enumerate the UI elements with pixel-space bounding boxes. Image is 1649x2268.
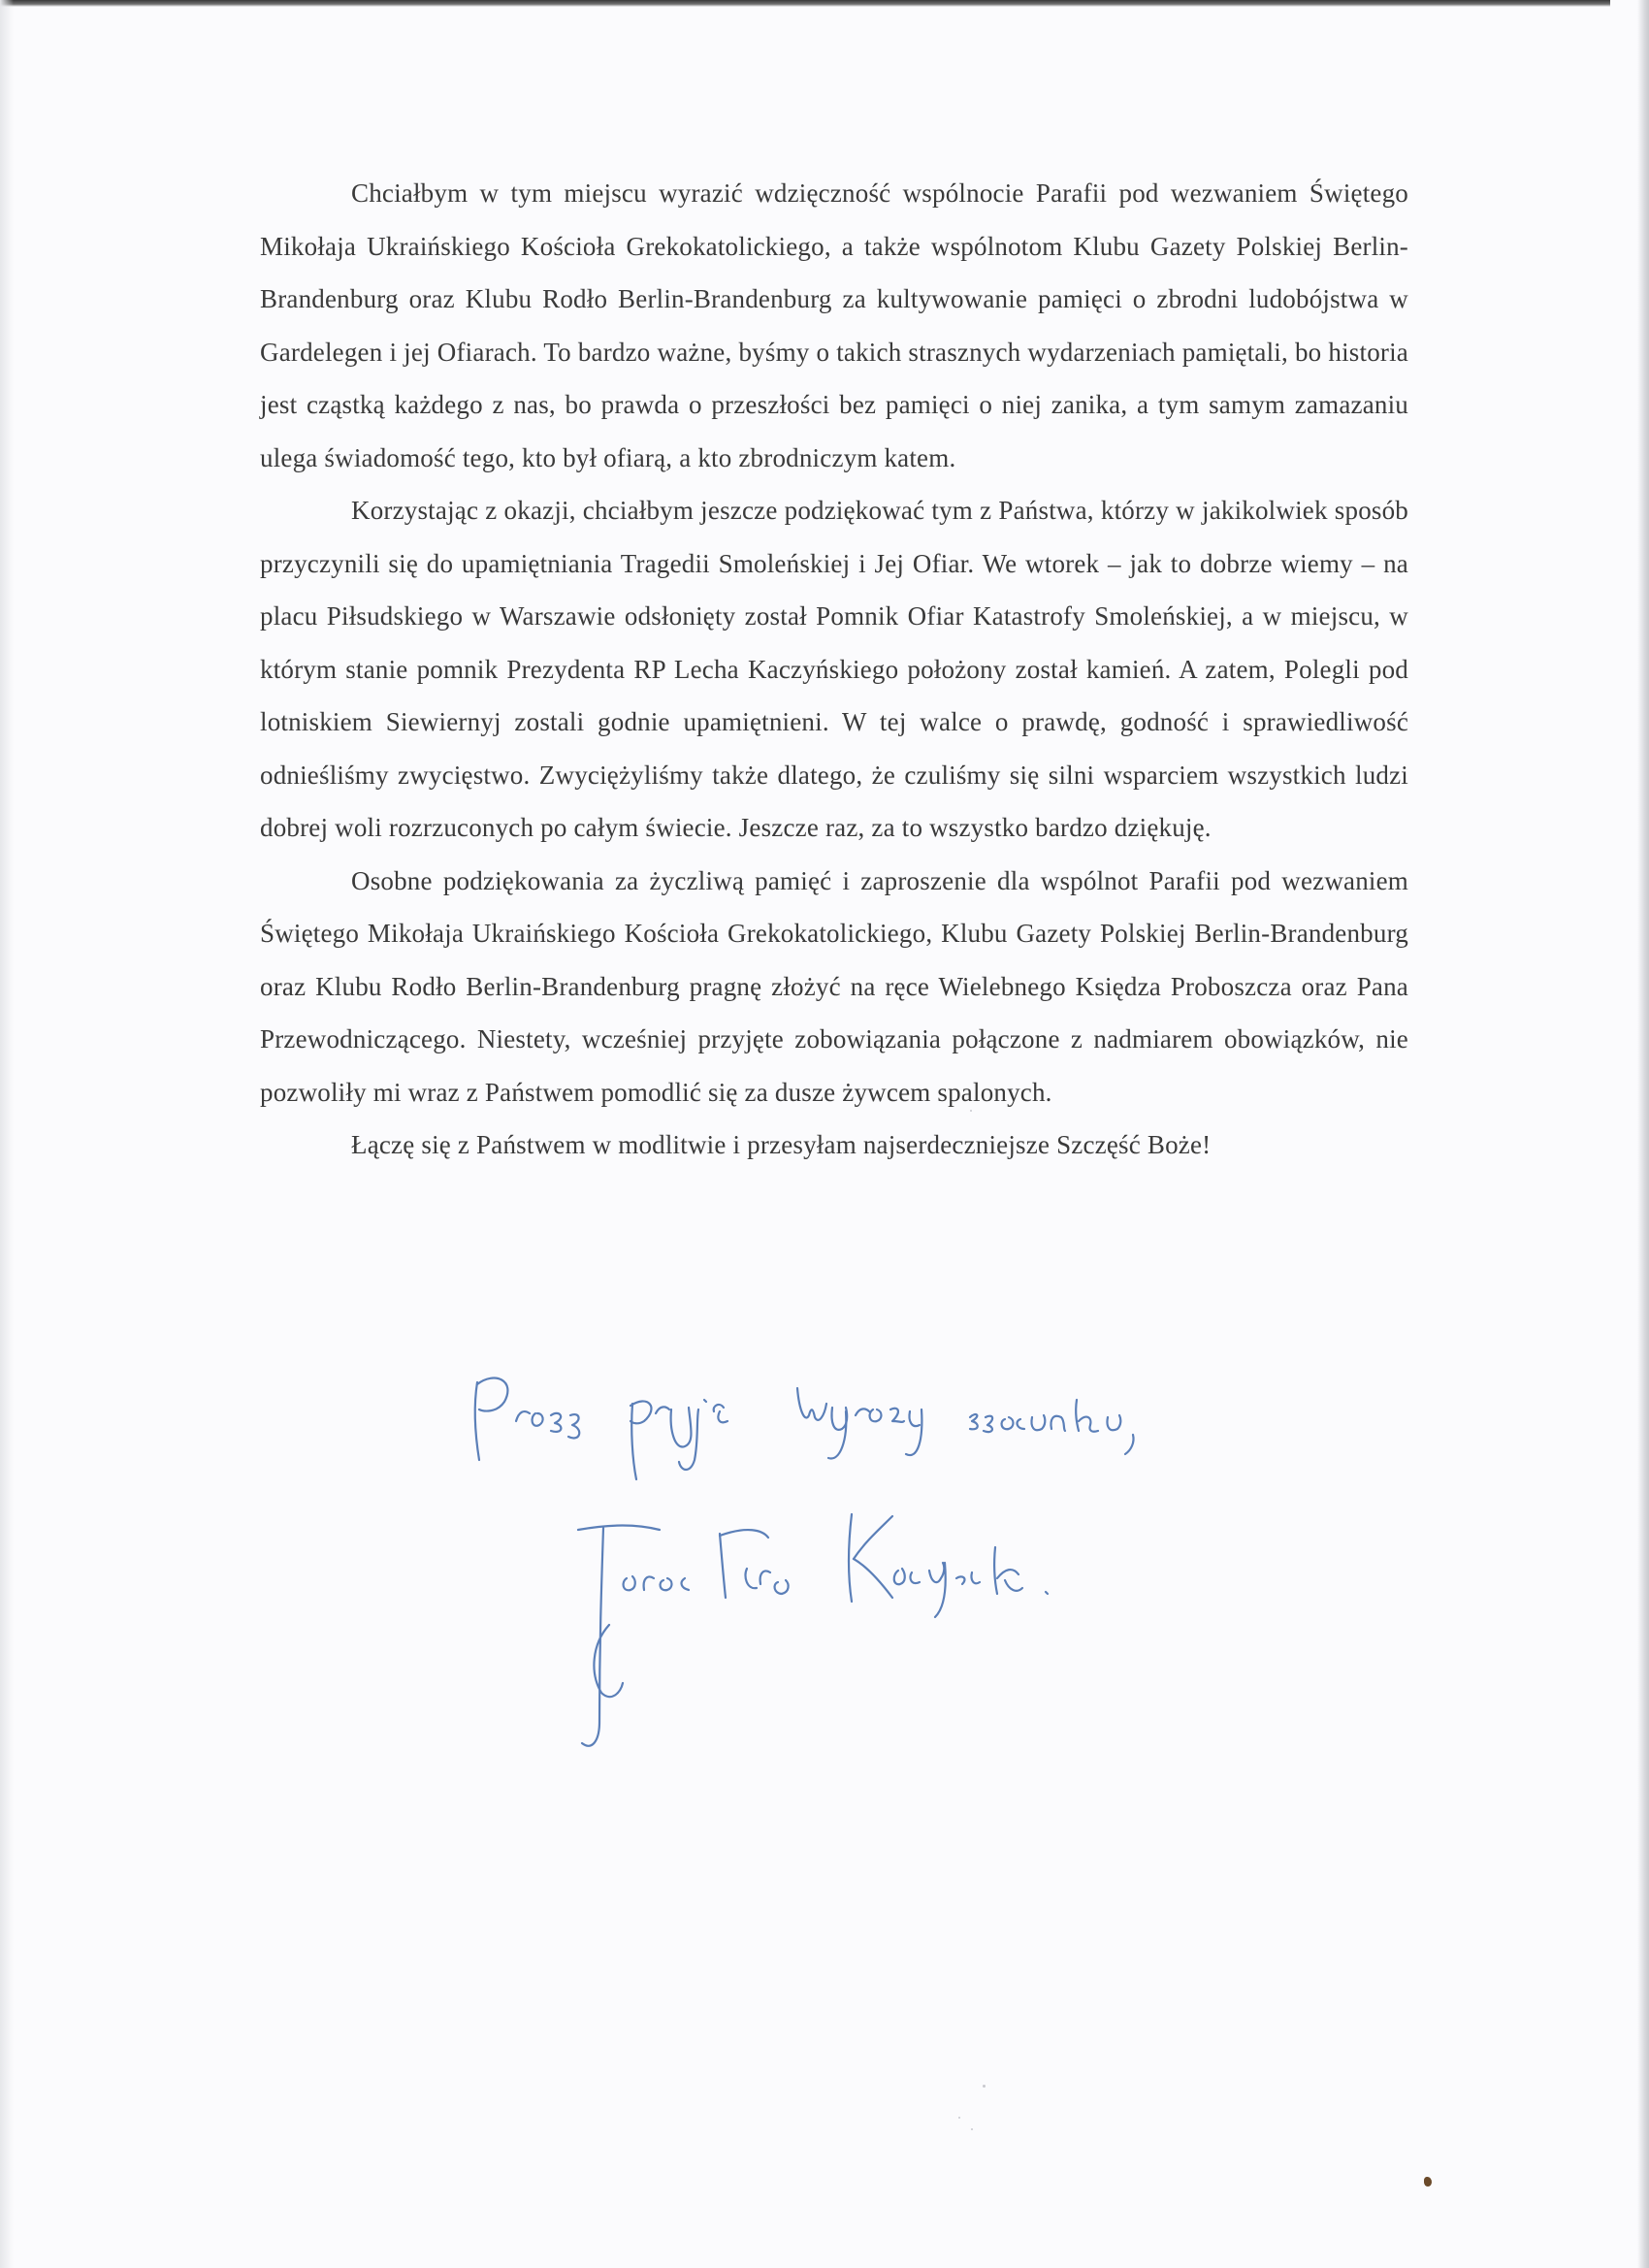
scan-edge-right: [1637, 0, 1649, 2268]
scan-edge-left: [0, 0, 14, 2268]
scan-dust: [958, 2117, 960, 2119]
paragraph-separate-thanks: Osobne podziękowania za życzliwą pamięć i zaproszenie dla wspólnot Parafii pod wezwaniem Świętego Mikołaja Ukraińskiego Kościoła Grekokatolickiego, Klubu Gazety Polskiej Berlin-Brandenburg oraz Klubu Rodło Berlin-Brandenburg pragnę złożyć na ręce Wielebnego Księdza Proboszcza oraz Pana Przewodniczącego. Niestety, wcześniej przyjęte zobowiązania połączone z nadmiarem obowiązków, nie pozwoliły mi wraz z Państwem pomodlić się za dusze żywcem spalonych.: [260, 865, 1408, 1107]
scan-dust: [971, 2128, 973, 2130]
letter-body: [260, 167, 1408, 1172]
paragraph-smolensk-thanks: Korzystając z okazji, chciałbym jeszcze podziękować tym z Państwa, którzy w jakikolwiek sposób przyczynili się do upamiętniania Tragedii Smoleńskiej i Jej Ofiar. We wtorek – jak to dobrze wiemy – na placu Piłsudskiego w Warszawie odsłonięty został Pomnik Ofiar Katastrofy Smoleńskiej, a w miejscu, w którym stanie pomnik Prezydenta RP Lecha Kaczyńskiego położony został kamień. A zatem, Polegli pod lotniskiem Siewiernyj zostali godnie upamiętnieni. W tej walce o prawdę, godność i sprawiedliwość odnieśliśmy zwycięstwo. Zwyciężyliśmy także dlatego, że czuliśmy się silni wsparciem wszystkich ludzi dobrej woli rozrzuconych po całym świecie. Jeszcze raz, za to wszystko bardzo dziękuję.: [260, 496, 1408, 842]
scan-dust: [983, 2085, 986, 2088]
scan-dust: [970, 1110, 972, 1112]
handwritten-signature: [466, 1353, 1164, 1799]
scan-edge-top: [0, 0, 1610, 7]
closing-line: Łączę się z Państwem w modlitwie i przesyłam najserdeczniejsze Szczęść Boże!: [351, 1130, 1212, 1159]
paragraph-gratitude-gardelegen: Chciałbym w tym miejscu wyrazić wdzięczność wspólnocie Parafii pod wezwaniem Świętego Mikołaja Ukraińskiego Kościoła Grekokatolickiego, a także wspólnotom Klubu Gazety Polskiej Berlin-Brandenburg oraz Klubu Rodło Berlin-Brandenburg za kultywowanie pamięci o zbrodni ludobójstwa w Gardelegen i jej Ofiarach. To bardzo ważne, byśmy o takich strasznych wydarzeniach pamiętali, bo historia jest cząstką każdego z nas, bo prawda o przeszłości bez pamięci o niej zanika, a tym samym zamazaniu ulega świadomość tego, kto był ofiarą, a kto zbrodniczym katem.: [260, 178, 1408, 472]
scan-speck: [1424, 2177, 1432, 2187]
